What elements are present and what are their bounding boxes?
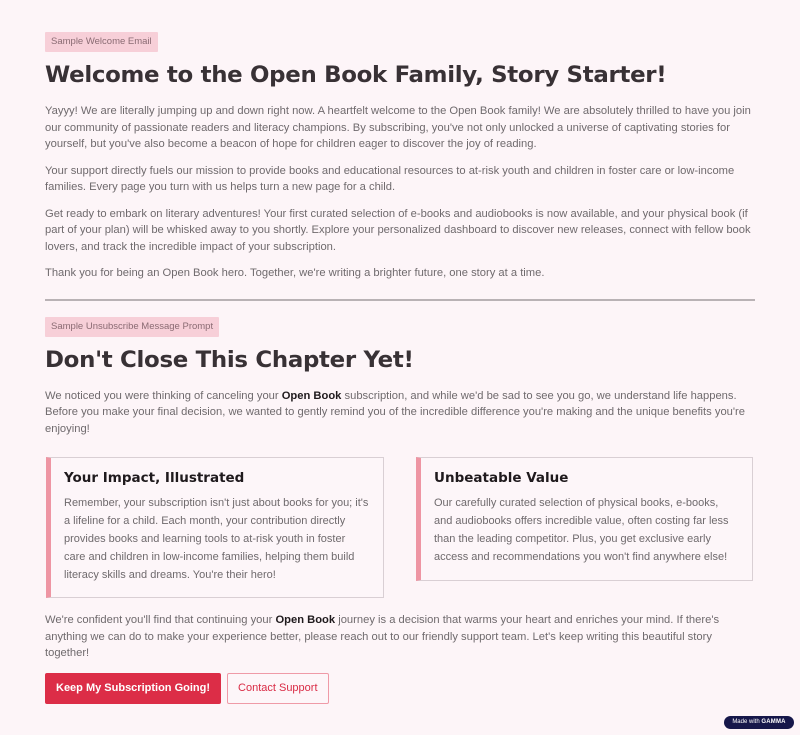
welcome-paragraph-2: Your support directly fuels our mission to provide books and educational resources to at-risk youth and children in foster care or low-income families. Every page you turn with us helps turn a new page for a child. [45, 164, 735, 193]
value-card-text: Our carefully curated selection of physical books, e-books, and audiobooks offers incredible value, often costing far less than the leading competitor. Plus, you get exclusive early access and recommendations you won't find anywhere else! [434, 497, 729, 563]
made-with-gamma-badge[interactable] [724, 716, 794, 729]
welcome-paragraph-1: Yayyy! We are literally jumping up and down right now. A heartfelt welcome to the Open Book family! We are absolutely thrilled to have you join our community of passionate readers and literacy champions. By subscribing, you've not only unlocked a universe of captivating stories for yourself, but you've also become a beacon of hope for children eager to discover the joy of reading. [45, 105, 751, 150]
closing-text-start: We're confident you'll find that continuing your [45, 614, 276, 626]
impact-card-title: Your Impact, Illustrated [64, 470, 245, 486]
impact-card [46, 457, 384, 598]
welcome-tag: Sample Welcome Email [45, 32, 158, 52]
intro-text-end: subscription, and while we'd be sad to see you go, we understand life happens. Before you make your final decision, we wanted to gently remind you of the incredible difference you're making and the unique benefits you're enjoying! [45, 389, 745, 435]
closing-paragraph [45, 612, 755, 662]
action-buttons [45, 673, 755, 704]
impact-card-text: Remember, your subscription isn't just about books for you; it's a lifeline for a child. Each month, your contribution directly provides books and learning tools to at-risk youth in foster care and children in low-income families, helping them build literacy skills and dreams. You're their hero! [64, 497, 369, 581]
section-divider [45, 299, 755, 301]
gamma-logo: GAMMA [761, 719, 786, 725]
unsubscribe-section [45, 316, 755, 704]
welcome-paragraph-3: Get ready to embark on literary adventures! Your first curated selection of e-books and audiobooks is now available, and your physical book (if part of your plan) will be whisked away to you shortly. Explore your personalized dashboard to discover new releases, connect with fellow book lovers, and track the incredible impact of your subscription. [45, 207, 751, 253]
badge-prefix: Made with [732, 719, 760, 725]
intro-text-start: We noticed you were thinking of canceling your [45, 389, 282, 402]
value-card-title: Unbeatable Value [434, 470, 569, 486]
unsubscribe-title: Don't Close This Chapter Yet! [45, 347, 414, 373]
contact-support-button[interactable]: Contact Support [227, 673, 329, 704]
closing-text-end: journey is a decision that warms your heart and enriches your mind. If there's anything we can do to make your experience better, please reach out to our friendly support team. Let's keep writing this beautiful story together! [45, 614, 720, 659]
value-card [416, 457, 753, 581]
unsubscribe-intro [45, 388, 755, 438]
brand-name: Open Book [281, 389, 342, 402]
benefit-cards [45, 457, 755, 602]
page-content [45, 31, 755, 704]
brand-name: Open Book [275, 614, 336, 626]
welcome-paragraph-4: Thank you for being an Open Book hero. Together, we're writing a brighter future, one story at a time. [45, 267, 545, 279]
keep-subscription-button[interactable]: Keep My Subscription Going! [45, 673, 221, 704]
welcome-title: Welcome to the Open Book Family, Story Starter! [45, 63, 667, 88]
welcome-section [45, 31, 755, 282]
unsubscribe-tag: Sample Unsubscribe Message Prompt [45, 317, 219, 337]
